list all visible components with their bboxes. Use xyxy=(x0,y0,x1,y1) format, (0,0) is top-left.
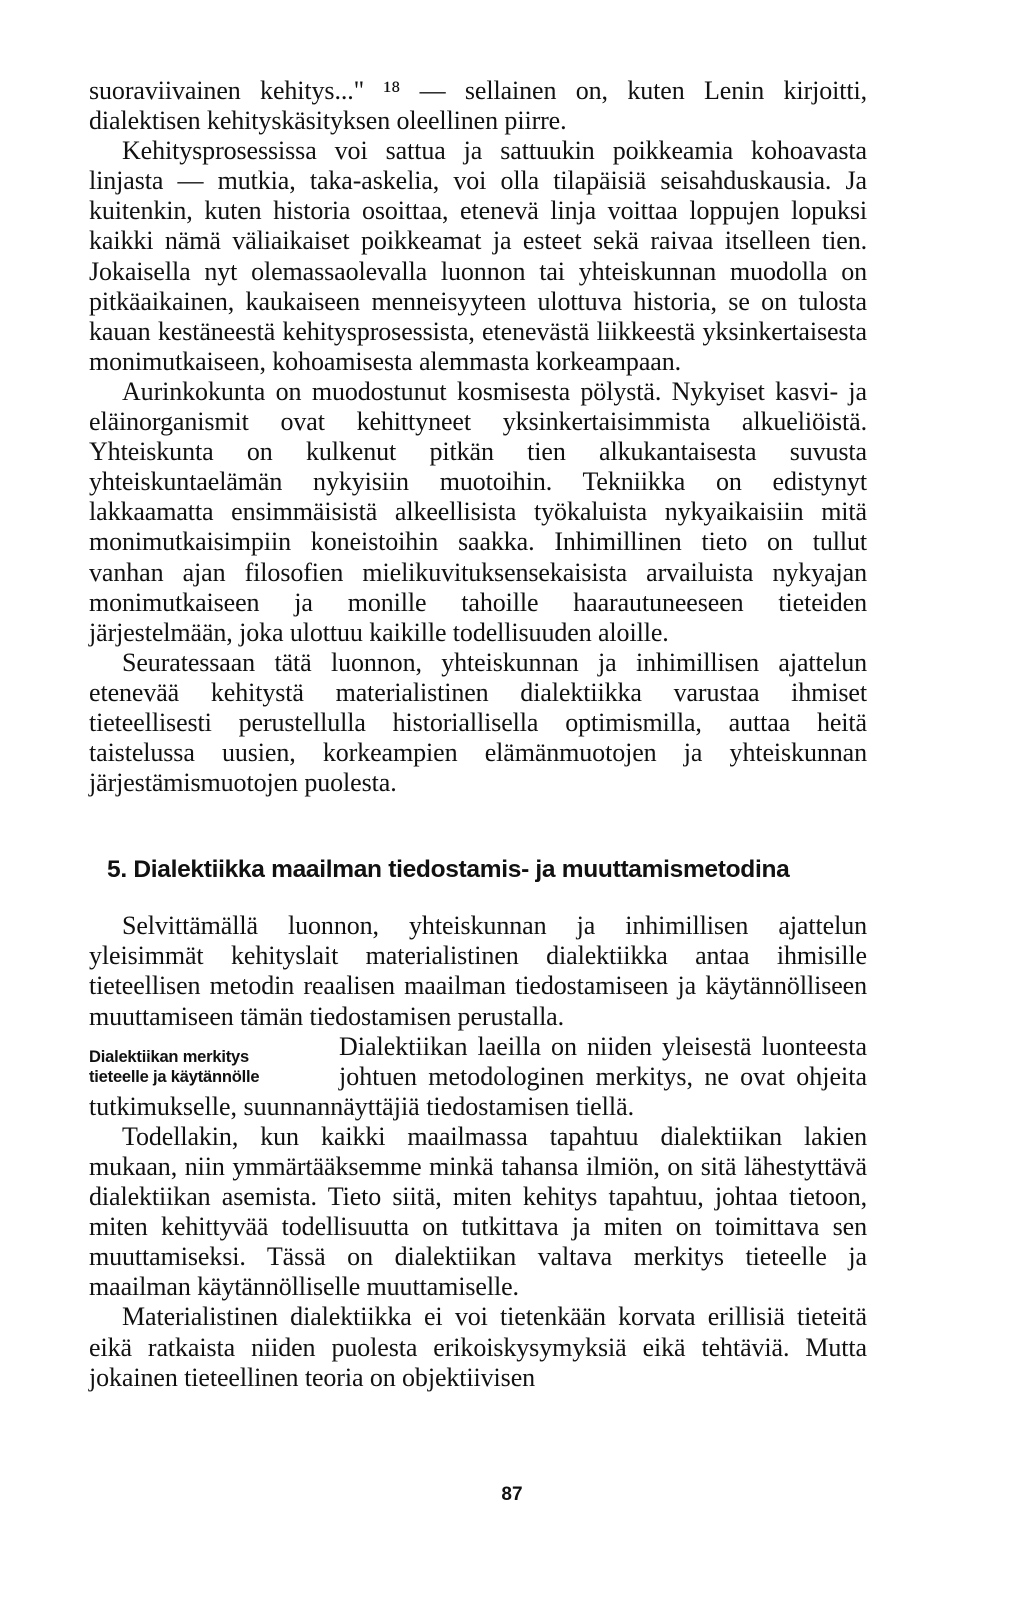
paragraph-development-process: Kehitysprosessissa voi sattua ja sattuukin poikkeamia kohoavasta linjasta — mutkia, taka-askelia, voi olla tilapäisiä seisahduskausia. Ja kuitenkin, kuten historia osoittaa, etenevä linja voittaa loppujen lopuksi kaikki nämä väliaikaiset poikkeamat ja esteet sekä raivaa itselleen tien. Jokaisella nyt olemassaolevalla luonnon tai yhteiskunnan muodolla on pitkäaikainen, kaukaiseen menneisyyteen ulottuva historia, se on tulosta kauan kestäneestä kehitysprosessista, etenevästä liikkeestä yksinkertaisesta monimutkaiseen, kohoamisesta alemmasta korkeampaan. xyxy=(89,136,867,376)
paragraph-indeed: Todellakin, kun kaikki maailmassa tapahtuu dialektiikan lakien mukaan, niin ymmärtääksemme minkä tahansa ilmiön, on sitä lähestyttävä dialektiikan asemista. Tieto siitä, miten kehitys tapahtuu, johtaa tietoon, miten kehittyvää todellisuutta on tutkittava ja miten on toimittava sen muuttamiseksi. Tässä on dialektiikan valtava merkitys tieteelle ja maailman käytännölliselle muuttamiselle. xyxy=(89,1121,867,1302)
section-heading: 5. Dialektiikka maailman tiedostamis- ja muuttamismetodina xyxy=(107,856,790,884)
book-page xyxy=(89,76,867,1393)
margin-note-line-2: tieteelle ja käytännölle xyxy=(89,1067,260,1086)
page-number: 87 xyxy=(501,1484,523,1505)
paragraph-optimism: Seuratessaan tätä luonnon, yhteiskunnan ja inhimillisen ajattelun etenevää kehitystä materialistinen dialektiikka varustaa ihmiset tieteellisesti perustellulla historiallisella optimismilla, auttaa heitä taistelussa uusien, korkeampien elämänmuotojen ja yhteiskunnan järjestämismuotojen puolesta. xyxy=(89,647,867,798)
side-note-block xyxy=(89,1032,867,1122)
margin-note xyxy=(89,1047,329,1087)
paragraph-continuation: suoraviivainen kehitys..." ¹⁸ — sellainen on, kuten Lenin kirjoitti, dialektisen kehityskäsityksen oleellinen piirre. xyxy=(89,76,867,136)
paragraph-section-intro: Selvittämällä luonnon, yhteiskunnan ja inhimillisen ajattelun yleisimmät kehityslait materialistinen dialektiikka antaa ihmisille tieteellisen metodin reaalisen maailman tiedostamiseen ja käytännölliseen muuttamiseen tämän tiedostamisen perustalla. xyxy=(89,911,867,1031)
paragraph-solar-system: Aurinkokunta on muodostunut kosmisesta pölystä. Nykyiset kasvi- ja eläinorganismit ovat kehittyneet yksinkertaisimmista alkueliöistä. Yhteiskunta on kulkenut pitkän tien alkukantaisesta suvusta yhteiskuntaelämän nykyisiin muotoihin. Tekniikka on edistynyt lakkaamatta ensimmäisistä alkeellisista työkaluista nykyaikaisiin mitä monimutkaisimpiin koneistoihin saakka. Inhimillinen tieto on tullut vanhan ajan filosofien mielikuvituksensekaisista arvailuista nykyajan monimutkaiseen ja monille tahoille haarautuneeseen tieteiden järjestelmään, joka ulottuu kaikille todellisuuden aloille. xyxy=(89,376,867,647)
margin-note-line-1: Dialektiikan merkitys xyxy=(89,1047,249,1066)
paragraph-materialist-dialectics: Materialistinen dialektiikka ei voi tietenkään korvata erillisiä tieteitä eikä ratkaista niiden puolesta erikoiskysymyksiä eikä tehtäviä. Mutta jokainen tieteellinen teoria on objektiivisen xyxy=(89,1302,867,1392)
paragraph-methodological-significance: Dialektiikan laeilla on niiden yleisestä luonteesta johtuen metodologinen merkitys, ne ovat ohjeita tutkimukselle, suunnannäyttäjiä tiedostamisen tiellä. xyxy=(89,1031,867,1121)
